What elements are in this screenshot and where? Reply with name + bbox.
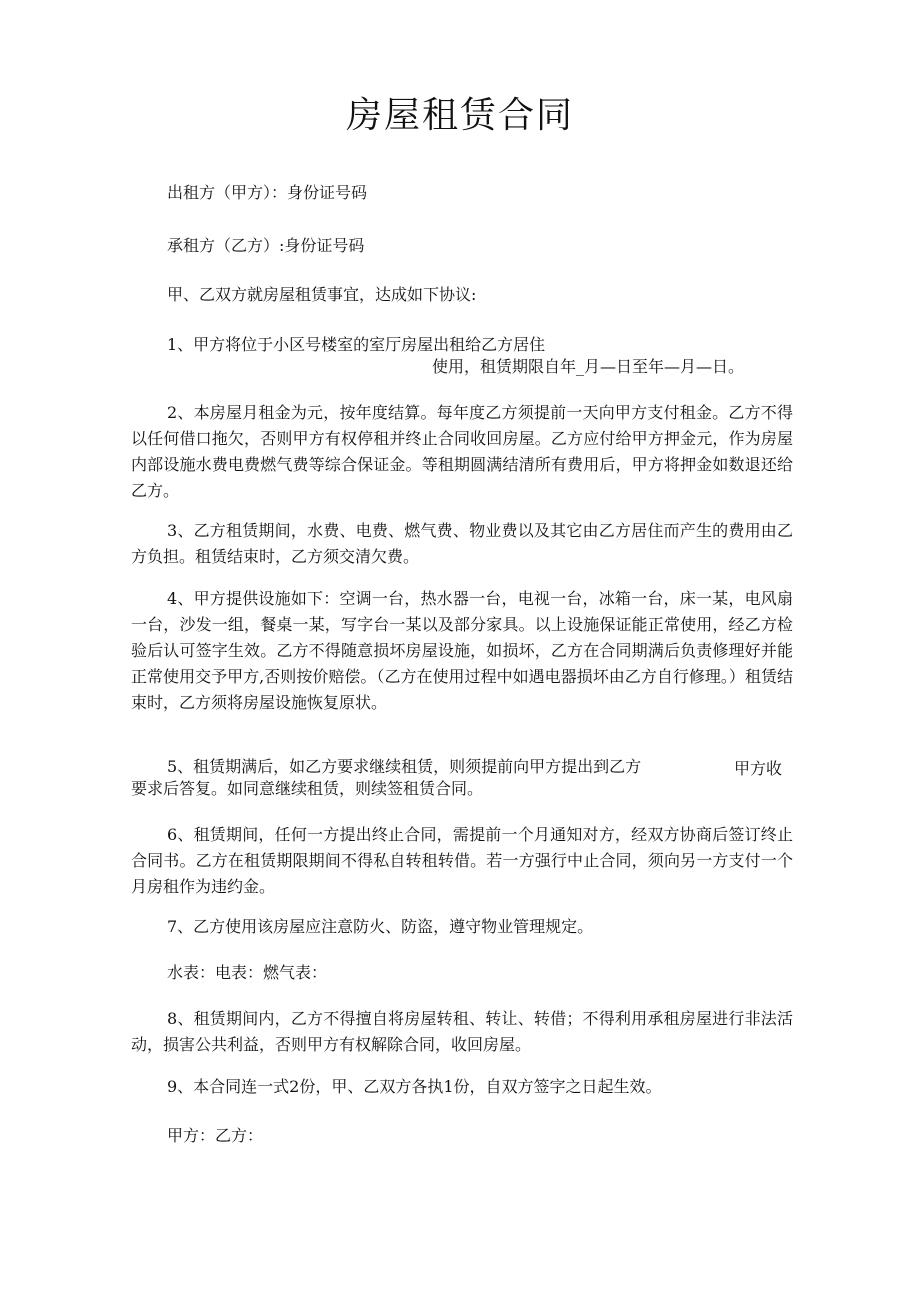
clause-3: 3、乙方租赁期间，水费、电费、燃气费、物业费以及其它由乙方居住而产生的费用由乙方负担。租赁结束时，乙方须交清欠费。: [131, 521, 793, 566]
clause-5-line-a-tail: 甲方收: [734, 759, 783, 778]
clause-2: 2、本房屋月租金为元，按年度结算。每年度乙方须提前一天向甲方支付租金。乙方不得以任何借口拖欠，否则甲方有权停租并终止合同收回房屋。乙方应付给甲方押金元，作为房屋内部设施水费电费燃气费等综合保证金。等租期圆满结清所有费用后，甲方将押金如数退还给乙方。: [131, 403, 793, 500]
clause-1-line-a: 1、甲方将位于小区号楼室的室厅房屋出租给乙方居住: [167, 335, 546, 354]
clause-5-line-a: 5、租赁期满后，如乙方要求继续租赁，则须提前向甲方提出到乙方: [167, 757, 642, 776]
document-title: 房屋租赁合同: [345, 95, 574, 136]
intro-line: 甲、乙双方就房屋租赁事宜，达成如下协议:: [167, 285, 477, 304]
clause-7: 7、乙方使用该房屋应注意防火、防盗，遵守物业管理规定。: [167, 917, 594, 936]
clause-6: 6、租赁期间，任何一方提出终止合同，需提前一个月通知对方，经双方协商后签订终止合同书。乙方在租赁期限期间不得私自转租转借。若一方强行中止合同，须向另一方支付一个月房租作为违约金。: [131, 825, 793, 896]
lessor-line: 出租方（甲方）：身份证号码: [167, 183, 368, 202]
clause-5-line-b: 要求后答复。如同意继续租赁，则续签租赁合同。: [131, 779, 484, 798]
clause-4: 4、甲方提供设施如下：空调一台，热水器一台，电视一台，冰箱一台，床一某，电风扇一台，沙发一组，餐桌一某，写字台一某以及部分家具。以上设施保证能正常使用，经乙方检验后认可签字生效。乙方不得随意损坏房屋设施，如损坏，乙方在合同期满后负责修理好并能正常使用交予甲方,否则按价赔偿。（乙方在使用过程中如遇电器损坏由乙方自行修理。）租赁结束时，乙方须将房屋设施恢复原状。: [131, 589, 793, 712]
lessee-line: 承租方（乙方）:身份证号码: [167, 236, 365, 255]
clause-9: 9、本合同连一式2份，甲、乙双方各执1份，自双方签字之日起生效。: [167, 1077, 662, 1096]
clause-8: 8、租赁期间内，乙方不得擅自将房屋转租、转让、转借；不得利用承租房屋进行非法活动，损害公共利益，否则甲方有权解除合同，收回房屋。: [131, 1009, 793, 1054]
meters-line: 水表：电表：燃气表：: [167, 963, 328, 982]
clause-1-line-b: 使用，租赁期限自年_月—日至年—月—日。: [432, 357, 745, 376]
signature-line: 甲方：乙方：: [167, 1126, 264, 1145]
